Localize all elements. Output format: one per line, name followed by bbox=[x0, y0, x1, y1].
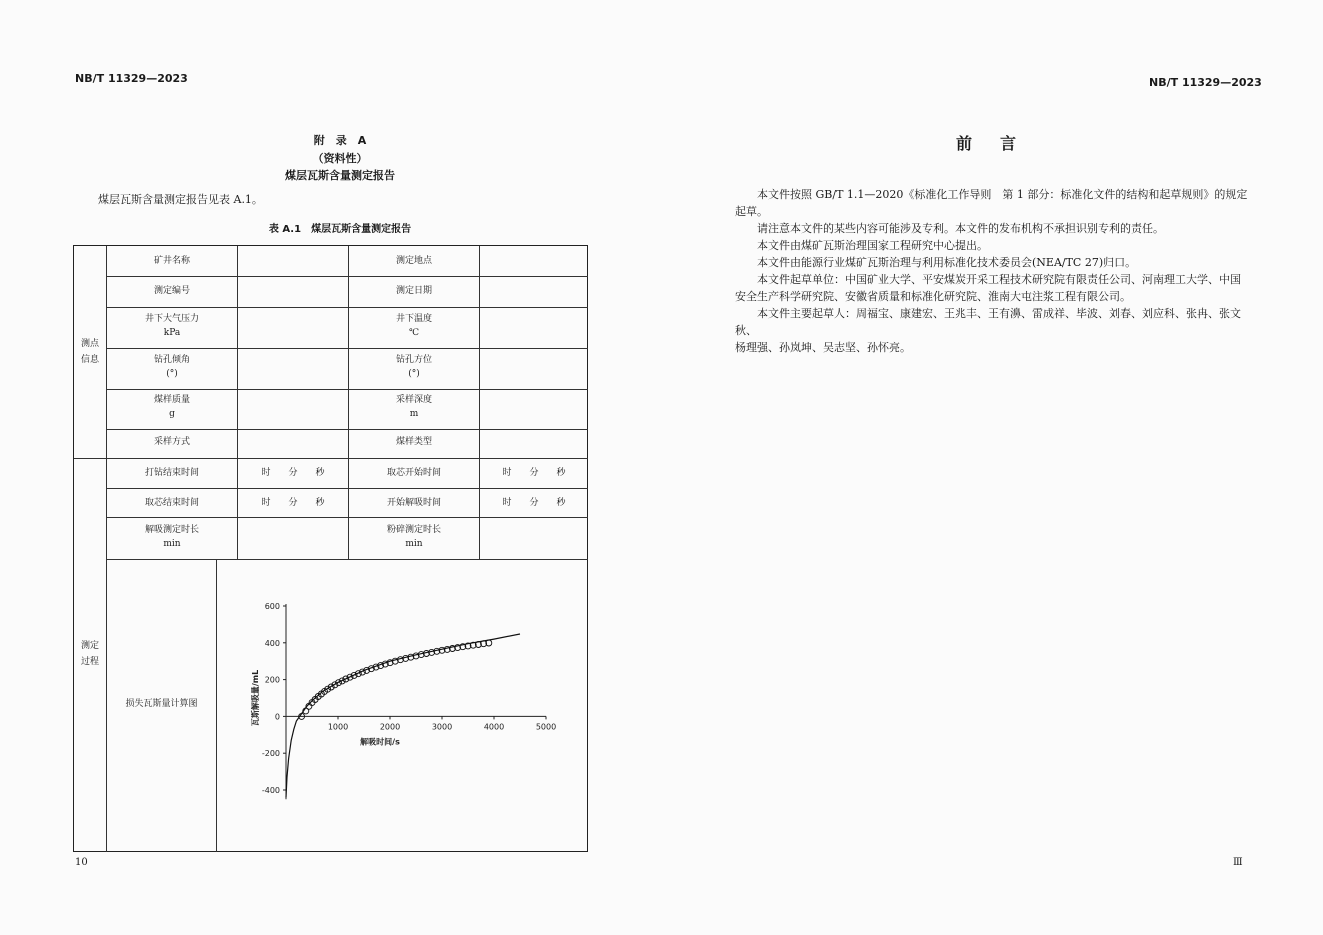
table-caption: 表 A.1 煤层瓦斯含量测定报告 bbox=[268, 224, 412, 235]
label-core-end: 取芯结束时间 bbox=[144, 498, 199, 508]
preface-para-1: 本文件按照 GB/T 1.1—2020《标准化工作导则 第 1 部分：标准化文件的结构和起草规则》的规定 bbox=[757, 188, 1248, 201]
y-tick-label: 600 bbox=[264, 602, 280, 611]
label-drill-end: 打钻结束时间 bbox=[144, 468, 199, 478]
label-sample-depth: 采样深度 m bbox=[395, 395, 432, 419]
appendix-type: （资料性） bbox=[312, 152, 368, 165]
label-crush-duration: 粉碎测定时长 min bbox=[386, 525, 441, 549]
label-sampling-method: 采样方式 bbox=[153, 437, 190, 447]
chart-label: 损失瓦斯量计算图 bbox=[125, 699, 198, 709]
left-page-number: 10 bbox=[75, 857, 88, 868]
x-tick-label: 2000 bbox=[379, 722, 401, 732]
label-inclination: 钻孔倾角 (°) bbox=[153, 355, 190, 379]
label-pressure: 井下大气压力 kPa bbox=[144, 314, 199, 338]
y-tick-label: -200 bbox=[261, 749, 280, 759]
preface-para-3: 本文件由煤矿瓦斯治理国家工程研究中心提出。 bbox=[757, 239, 988, 252]
label-core-start: 取芯开始时间 bbox=[386, 468, 441, 478]
y-tick-label: 400 bbox=[264, 638, 280, 648]
y-tick-label: 200 bbox=[264, 675, 280, 685]
preface-body bbox=[735, 186, 1260, 356]
label-test-id: 测定编号 bbox=[153, 286, 190, 296]
x-tick-label: 5000 bbox=[535, 722, 557, 732]
preface-title: 前言 bbox=[955, 134, 1044, 153]
label-mine-name: 矿井名称 bbox=[153, 256, 190, 266]
y-tick-label: -400 bbox=[261, 786, 280, 795]
value-core-end: 时 分 秒 bbox=[261, 498, 325, 508]
appendix-subtitle: 煤层瓦斯含量测定报告 bbox=[285, 169, 395, 182]
right-header-code: NB/T 11329—2023 bbox=[1149, 76, 1262, 89]
label-azimuth: 钻孔方位 (°) bbox=[395, 355, 432, 379]
appendix-title: 附 录 A bbox=[313, 134, 367, 147]
label-desorb-start: 开始解吸时间 bbox=[386, 498, 441, 508]
x-tick-label: 3000 bbox=[431, 722, 453, 732]
preface-para-2: 请注意本文件的某些内容可能涉及专利。本文件的发布机构不承担识别专利的责任。 bbox=[757, 222, 1164, 235]
gas-desorption-chart bbox=[234, 591, 564, 816]
label-location: 测定地点 bbox=[395, 256, 432, 266]
section-point-info: 测点 信息 bbox=[80, 339, 99, 365]
label-sample-type: 煤样类型 bbox=[395, 437, 432, 447]
label-desorb-duration: 解吸测定时长 min bbox=[144, 525, 199, 549]
y-axis-label: 瓦斯解吸量/mL bbox=[251, 669, 260, 727]
appendix-intro: 煤层瓦斯含量测定报告见表 A.1。 bbox=[98, 193, 263, 206]
section-process: 测定 过程 bbox=[80, 641, 99, 667]
left-header-code: NB/T 11329—2023 bbox=[75, 72, 188, 85]
preface-para-4: 本文件由能源行业煤矿瓦斯治理与利用标准化技术委员会(NEA/TC 27)归口。 bbox=[757, 256, 1137, 269]
x-tick-label: 4000 bbox=[483, 722, 505, 732]
x-tick-label: 1000 bbox=[327, 722, 349, 732]
y-tick-label: 0 bbox=[274, 712, 280, 722]
preface-para-5-cont: 安全生产科学研究院、安徽省质量和标准化研究院、淮南大屯注浆工程有限公司。 bbox=[735, 290, 1131, 303]
label-sample-mass: 煤样质量 g bbox=[153, 395, 190, 419]
preface-para-6: 本文件主要起草人：周福宝、康建宏、王兆丰、王有濞、雷成祥、毕波、刘春、刘应科、张冉、张文秋、 bbox=[735, 307, 1241, 337]
x-axis-label: 解吸时间/s bbox=[360, 737, 400, 747]
value-drill-end: 时 分 秒 bbox=[261, 468, 325, 478]
preface-para-1-cont: 起草。 bbox=[735, 205, 768, 218]
preface-para-5: 本文件起草单位：中国矿业大学、平安煤炭开采工程技术研究院有限责任公司、河南理工大学、中国 bbox=[757, 273, 1241, 286]
value-desorb-start: 时 分 秒 bbox=[502, 498, 566, 508]
right-page-number: Ⅲ bbox=[1233, 857, 1243, 868]
value-core-start: 时 分 秒 bbox=[502, 468, 566, 478]
label-temperature: 井下温度 ℃ bbox=[395, 314, 432, 338]
preface-para-6-cont: 杨理强、孙岚坤、吴志坚、孙怀亮。 bbox=[735, 341, 911, 354]
label-test-date: 测定日期 bbox=[395, 286, 432, 296]
report-table bbox=[73, 245, 588, 852]
